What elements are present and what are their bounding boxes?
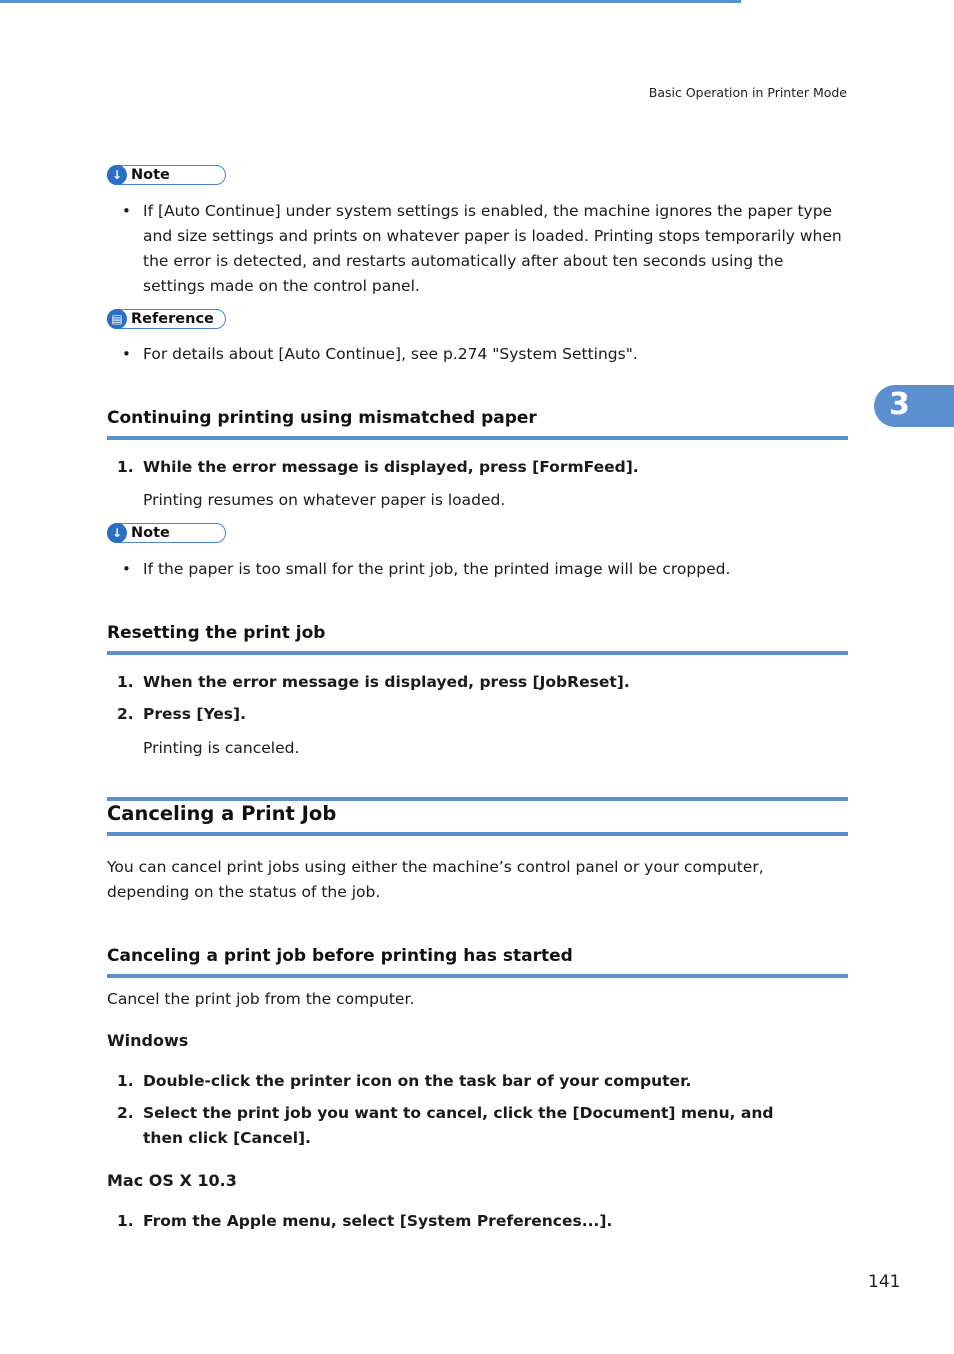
reference-item: For details about [Auto Continue], see p.274 "System Settings".: [143, 345, 638, 363]
reference-label: Reference: [131, 311, 214, 327]
note-badge: [107, 165, 226, 185]
reference-badge: [107, 309, 226, 329]
arrow-down-circle-icon: ↓: [107, 165, 127, 185]
chapter-tab: [874, 385, 954, 427]
section-rule: [107, 974, 848, 978]
section-rule: [107, 651, 848, 655]
subsection-heading: Mac OS X 10.3: [107, 1171, 237, 1190]
bullet: •: [122, 202, 131, 220]
running-header: Basic Operation in Printer Mode: [648, 85, 847, 100]
page-number: 141: [868, 1272, 901, 1292]
subsection-heading: Windows: [107, 1031, 189, 1050]
step-number: 1.: [117, 673, 134, 691]
note-item: If the paper is too small for the print job, the printed image will be cropped.: [143, 560, 731, 578]
step-text: Select the print job you want to cancel, click the [Document] menu, and then click [Cancel].: [143, 1104, 774, 1147]
step-text: From the Apple menu, select [System Preferences...].: [143, 1212, 613, 1230]
step-result: Printing is canceled.: [143, 739, 300, 757]
step-number: 2.: [117, 705, 134, 723]
note-label: Note: [131, 167, 170, 183]
chapter-section-rule-bottom: [107, 832, 848, 836]
document-icon: ▤: [107, 309, 127, 329]
chapter-section-rule-top: [107, 797, 848, 801]
step-number: 1.: [117, 1212, 134, 1230]
section-rule: [107, 436, 848, 440]
section-heading: Resetting the print job: [107, 623, 326, 643]
step-number: 2.: [117, 1104, 134, 1122]
bullet: •: [122, 560, 131, 578]
arrow-down-circle-icon: ↓: [107, 523, 127, 543]
step-text: While the error message is displayed, press [FormFeed].: [143, 458, 639, 476]
note-badge: [107, 523, 226, 543]
chapter-number: 3: [889, 387, 910, 422]
step-result: Printing resumes on whatever paper is loaded.: [143, 491, 506, 509]
bullet: •: [122, 345, 131, 363]
step-text: When the error message is displayed, press [JobReset].: [143, 673, 630, 691]
section-title: Canceling a Print Job: [107, 802, 337, 825]
step-number: 1.: [117, 1072, 134, 1090]
section-intro: Cancel the print job from the computer.: [107, 990, 415, 1008]
section-heading: Continuing printing using mismatched paper: [107, 408, 537, 428]
step-number: 1.: [117, 458, 134, 476]
note-item: If [Auto Continue] under system settings is enabled, the machine ignores the paper type and size settings and prints on whatever paper is loaded. Printing stops temporarily when the error is detected, and restarts automatically after about ten seconds using the settings made on the control panel.: [143, 202, 842, 295]
step-text: Press [Yes].: [143, 705, 246, 723]
note-label: Note: [131, 525, 170, 541]
section-intro: You can cancel print jobs using either the machine’s control panel or your computer, depending on the status of the job.: [107, 858, 764, 901]
header-rule: [0, 0, 741, 3]
section-heading: Canceling a print job before printing has started: [107, 946, 573, 966]
step-text: Double-click the printer icon on the task bar of your computer.: [143, 1072, 692, 1090]
